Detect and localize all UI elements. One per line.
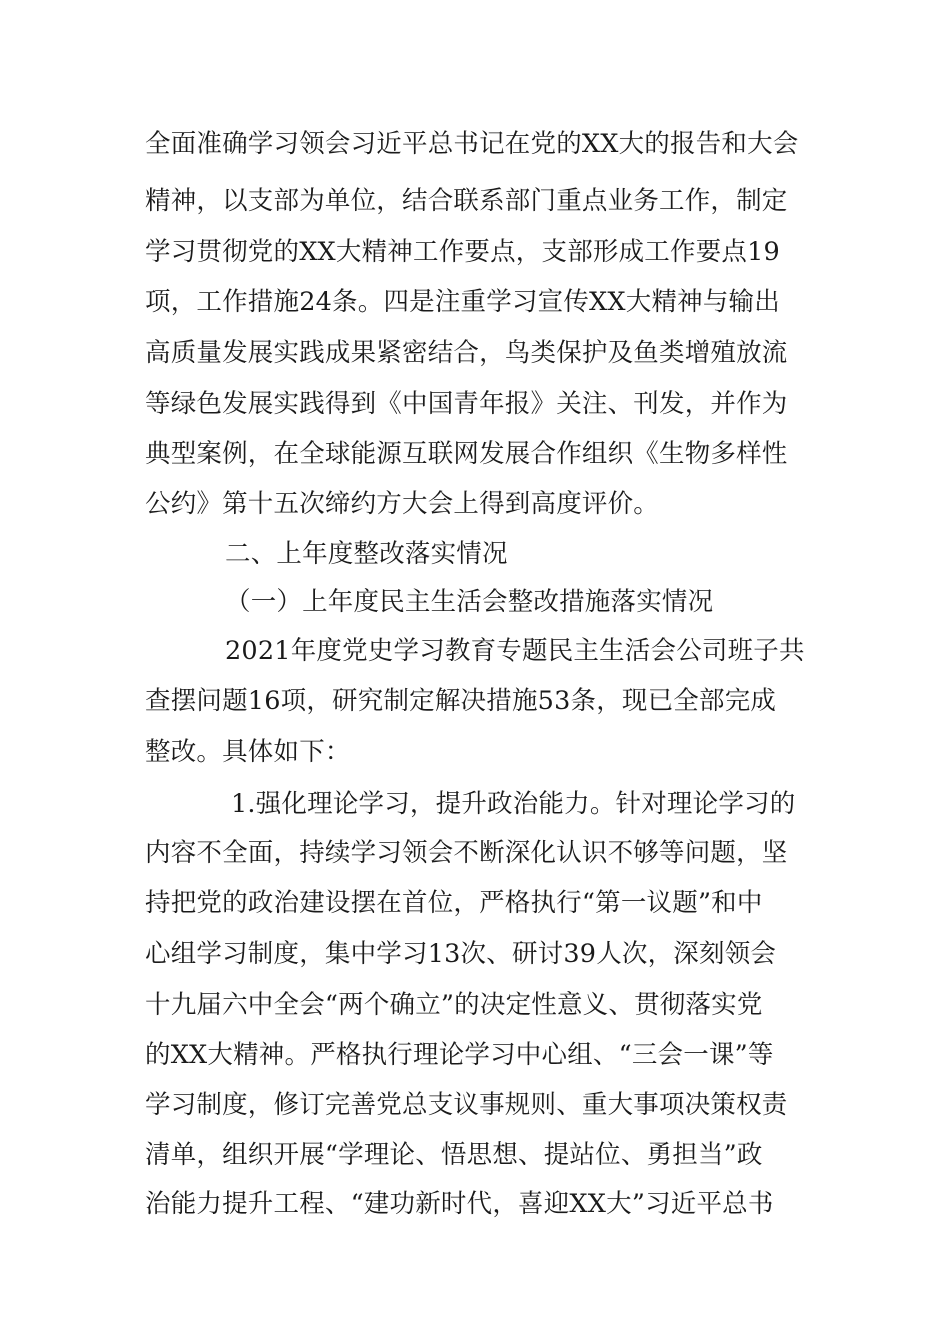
text-line: 高质量发展实践成果紧密结合，鸟类保护及鱼类增殖放流 [145, 338, 788, 368]
text-line: 项，工作措施24条。四是注重学习宣传XX大精神与输出 [145, 287, 780, 317]
text-line: 治能力提升工程、“建功新时代，喜迎XX大”习近平总书 [145, 1189, 774, 1219]
subsection-heading: （一）上年度民主生活会整改措施落实情况 [225, 587, 714, 617]
text-line: 全面准确学习领会习近平总书记在党的XX大的报告和大会 [145, 129, 799, 159]
text-line: 心组学习制度，集中学习13次、研讨39人次，深刻领会 [145, 939, 777, 969]
text-line: 2021年度党史学习教育专题民主生活会公司班子共 [225, 636, 805, 666]
text-line: 十九届六中全会“两个确立”的决定性意义、贯彻落实党 [145, 990, 763, 1020]
text-line: 的XX大精神。严格执行理论学习中心组、“三会一课”等 [145, 1040, 774, 1070]
text-line: 公约》第十五次缔约方大会上得到高度评价。 [145, 489, 660, 519]
text-line: 学习制度，修订完善党总支议事规则、重大事项决策权责 [145, 1090, 788, 1120]
text-line: 精神，以支部为单位，结合联系部门重点业务工作，制定 [145, 186, 788, 216]
text-line: 等绿色发展实践得到《中国青年报》关注、刊发，并作为 [145, 389, 788, 419]
text-line: 清单，组织开展“学理论、悟思想、提站位、勇担当”政 [145, 1140, 763, 1170]
text-line: 学习贯彻党的XX大精神工作要点，支部形成工作要点19 [145, 237, 780, 267]
text-line: 1.强化理论学习，提升政治能力。针对理论学习的 [231, 789, 796, 819]
text-line: 典型案例，在全球能源互联网发展合作组织《生物多样性 [145, 439, 788, 469]
text-line: 持把党的政治建设摆在首位，严格执行“第一议题”和中 [145, 888, 763, 918]
text-line: 查摆问题16项，研究制定解决措施53条，现已全部完成 [145, 686, 777, 716]
text-line: 内容不全面，持续学习领会不断深化认识不够等问题，坚 [145, 838, 788, 868]
section-heading: 二、上年度整改落实情况 [225, 539, 508, 569]
text-line: 整改。具体如下： [145, 737, 351, 767]
